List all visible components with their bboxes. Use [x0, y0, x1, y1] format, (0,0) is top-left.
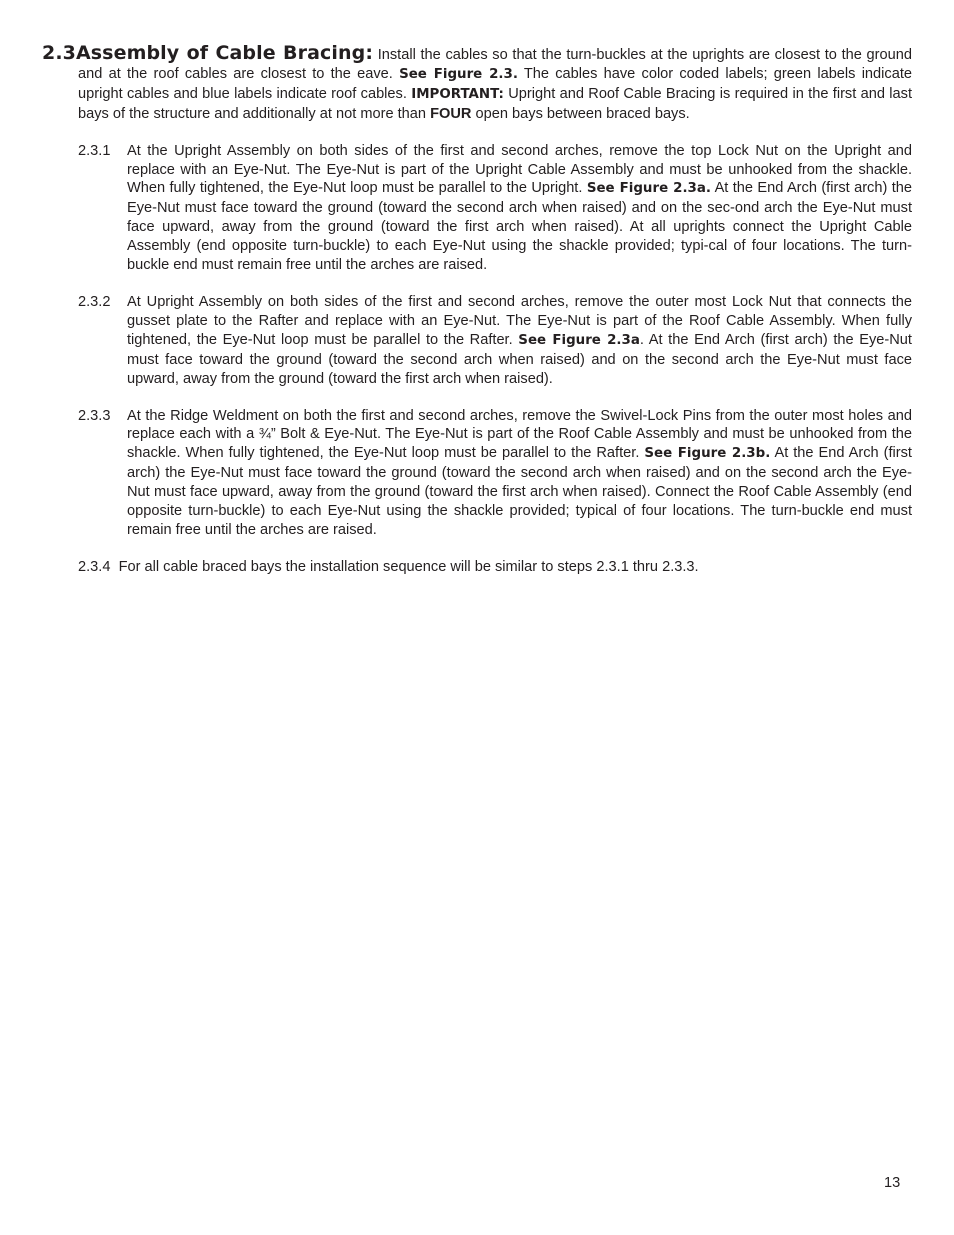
step-text: [127, 293, 912, 389]
step-number: 2.3.4: [78, 558, 111, 575]
figure-reference-2-3: See Figure 2.3.: [399, 66, 518, 82]
step-2-3-2: [78, 293, 912, 389]
step-text-part-1: At the Ridge Weldment on both the first and second arches, remove the Swivel-Lock Pins from the outer most holes and replace each with a ¾” Bolt & Eye-Nut. The Eye-Nut is part of the Roof Cable Assembly and must be unhooked from the shackle. When fully tightened, the Eye-Nut loop must be parallel to the Rafter.: [127, 407, 912, 462]
step-text: For all cable braced bays the installation sequence will be similar to steps 2.3.1 thru 2.3.3.: [118, 558, 699, 575]
intro-text-3: Upright and Roof Cable Bracing is required in the first and last bays of the structure and additionally at not more than: [78, 85, 912, 122]
step-number: 2.3.2: [78, 293, 111, 310]
section-number: 2.3: [42, 42, 76, 64]
figure-reference-2-3a: See Figure 2.3a.: [586, 181, 711, 197]
step-text-part-2: . At the End Arch (first arch) the Eye-Nut must face toward the ground (toward the second arch when raised) and on the second arch the Eye-Nut must face upward, away from the ground (toward the first arch when raised).: [127, 331, 912, 387]
intro-text-4: open bays between braced bays.: [475, 105, 690, 122]
intro-text-2: The cables have color coded labels; green labels indicate upright cables and blue labels indicate roof cables.: [78, 65, 912, 102]
page-number: 13: [884, 1175, 901, 1191]
section-intro-paragraph: [42, 44, 912, 124]
figure-reference-2-3b: See Figure 2.3b.: [644, 446, 771, 462]
step-2-3-1: [78, 142, 912, 275]
figure-reference-2-3a: See Figure 2.3a: [518, 332, 640, 348]
step-text-part-2: At the End Arch (first arch) the Eye-Nut must face toward the ground (toward the second arch when raised) and on the second arch the Eye-Nut must face upward, away from the ground (toward the first arch when raised). Connect the Roof Cable Assembly (end opposite turn-buckle) to each Eye-Nut using the shackle provided; typical of four locations. The turn-buckle end must remain free until the arches are raised.: [127, 445, 912, 538]
intro-text-1: Install the cables so that the turn-buckles at the uprights are closest to the ground and at the roof cables are closest to the eave.: [78, 47, 912, 82]
step-list: [42, 142, 912, 577]
step-number: 2.3.3: [78, 407, 111, 424]
step-number: 2.3.1: [78, 142, 111, 159]
step-2-3-4: [78, 558, 912, 577]
step-2-3-3: [78, 407, 912, 540]
step-text-part-1: At Upright Assembly on both sides of the first and second arches, remove the outer most Lock Nut that connects the gusset plate to the Rafter and replace with an Eye-Nut. The Eye-Nut is part of the Roof Cable Assembly. When fully tightened, the Eye-Nut loop must be parallel to the Rafter.: [127, 293, 912, 348]
four-emphasis: FOUR: [430, 105, 472, 122]
important-label: IMPORTANT:: [411, 86, 504, 102]
section-title: Assembly of Cable Bracing:: [75, 42, 374, 64]
step-text-part-2: At the End Arch (first arch) the Eye-Nut must face toward the ground (toward the second arch when raised) and on the sec-ond arch the Eye-Nut must face upward, away from the ground (toward the first arch when raised). At all uprights connect the Upright Cable Assembly (end opposite turn-buckle) to each Eye-Nut using the shackle provided; typi-cal of four locations. The turn-buckle end must remain free until the arches are raised.: [127, 180, 912, 274]
step-text: [127, 142, 912, 275]
step-text-part-1: At the Upright Assembly on both sides of the first and second arches, remove the top Lock Nut on the Upright and replace with an Eye-Nut. The Eye-Nut is part of the Upright Cable Assembly and must be unhooked from the shackle. When fully tightened, the Eye-Nut loop must be parallel to the Upright.: [127, 142, 912, 197]
section-2-3: [42, 44, 912, 595]
step-text: [127, 407, 912, 540]
